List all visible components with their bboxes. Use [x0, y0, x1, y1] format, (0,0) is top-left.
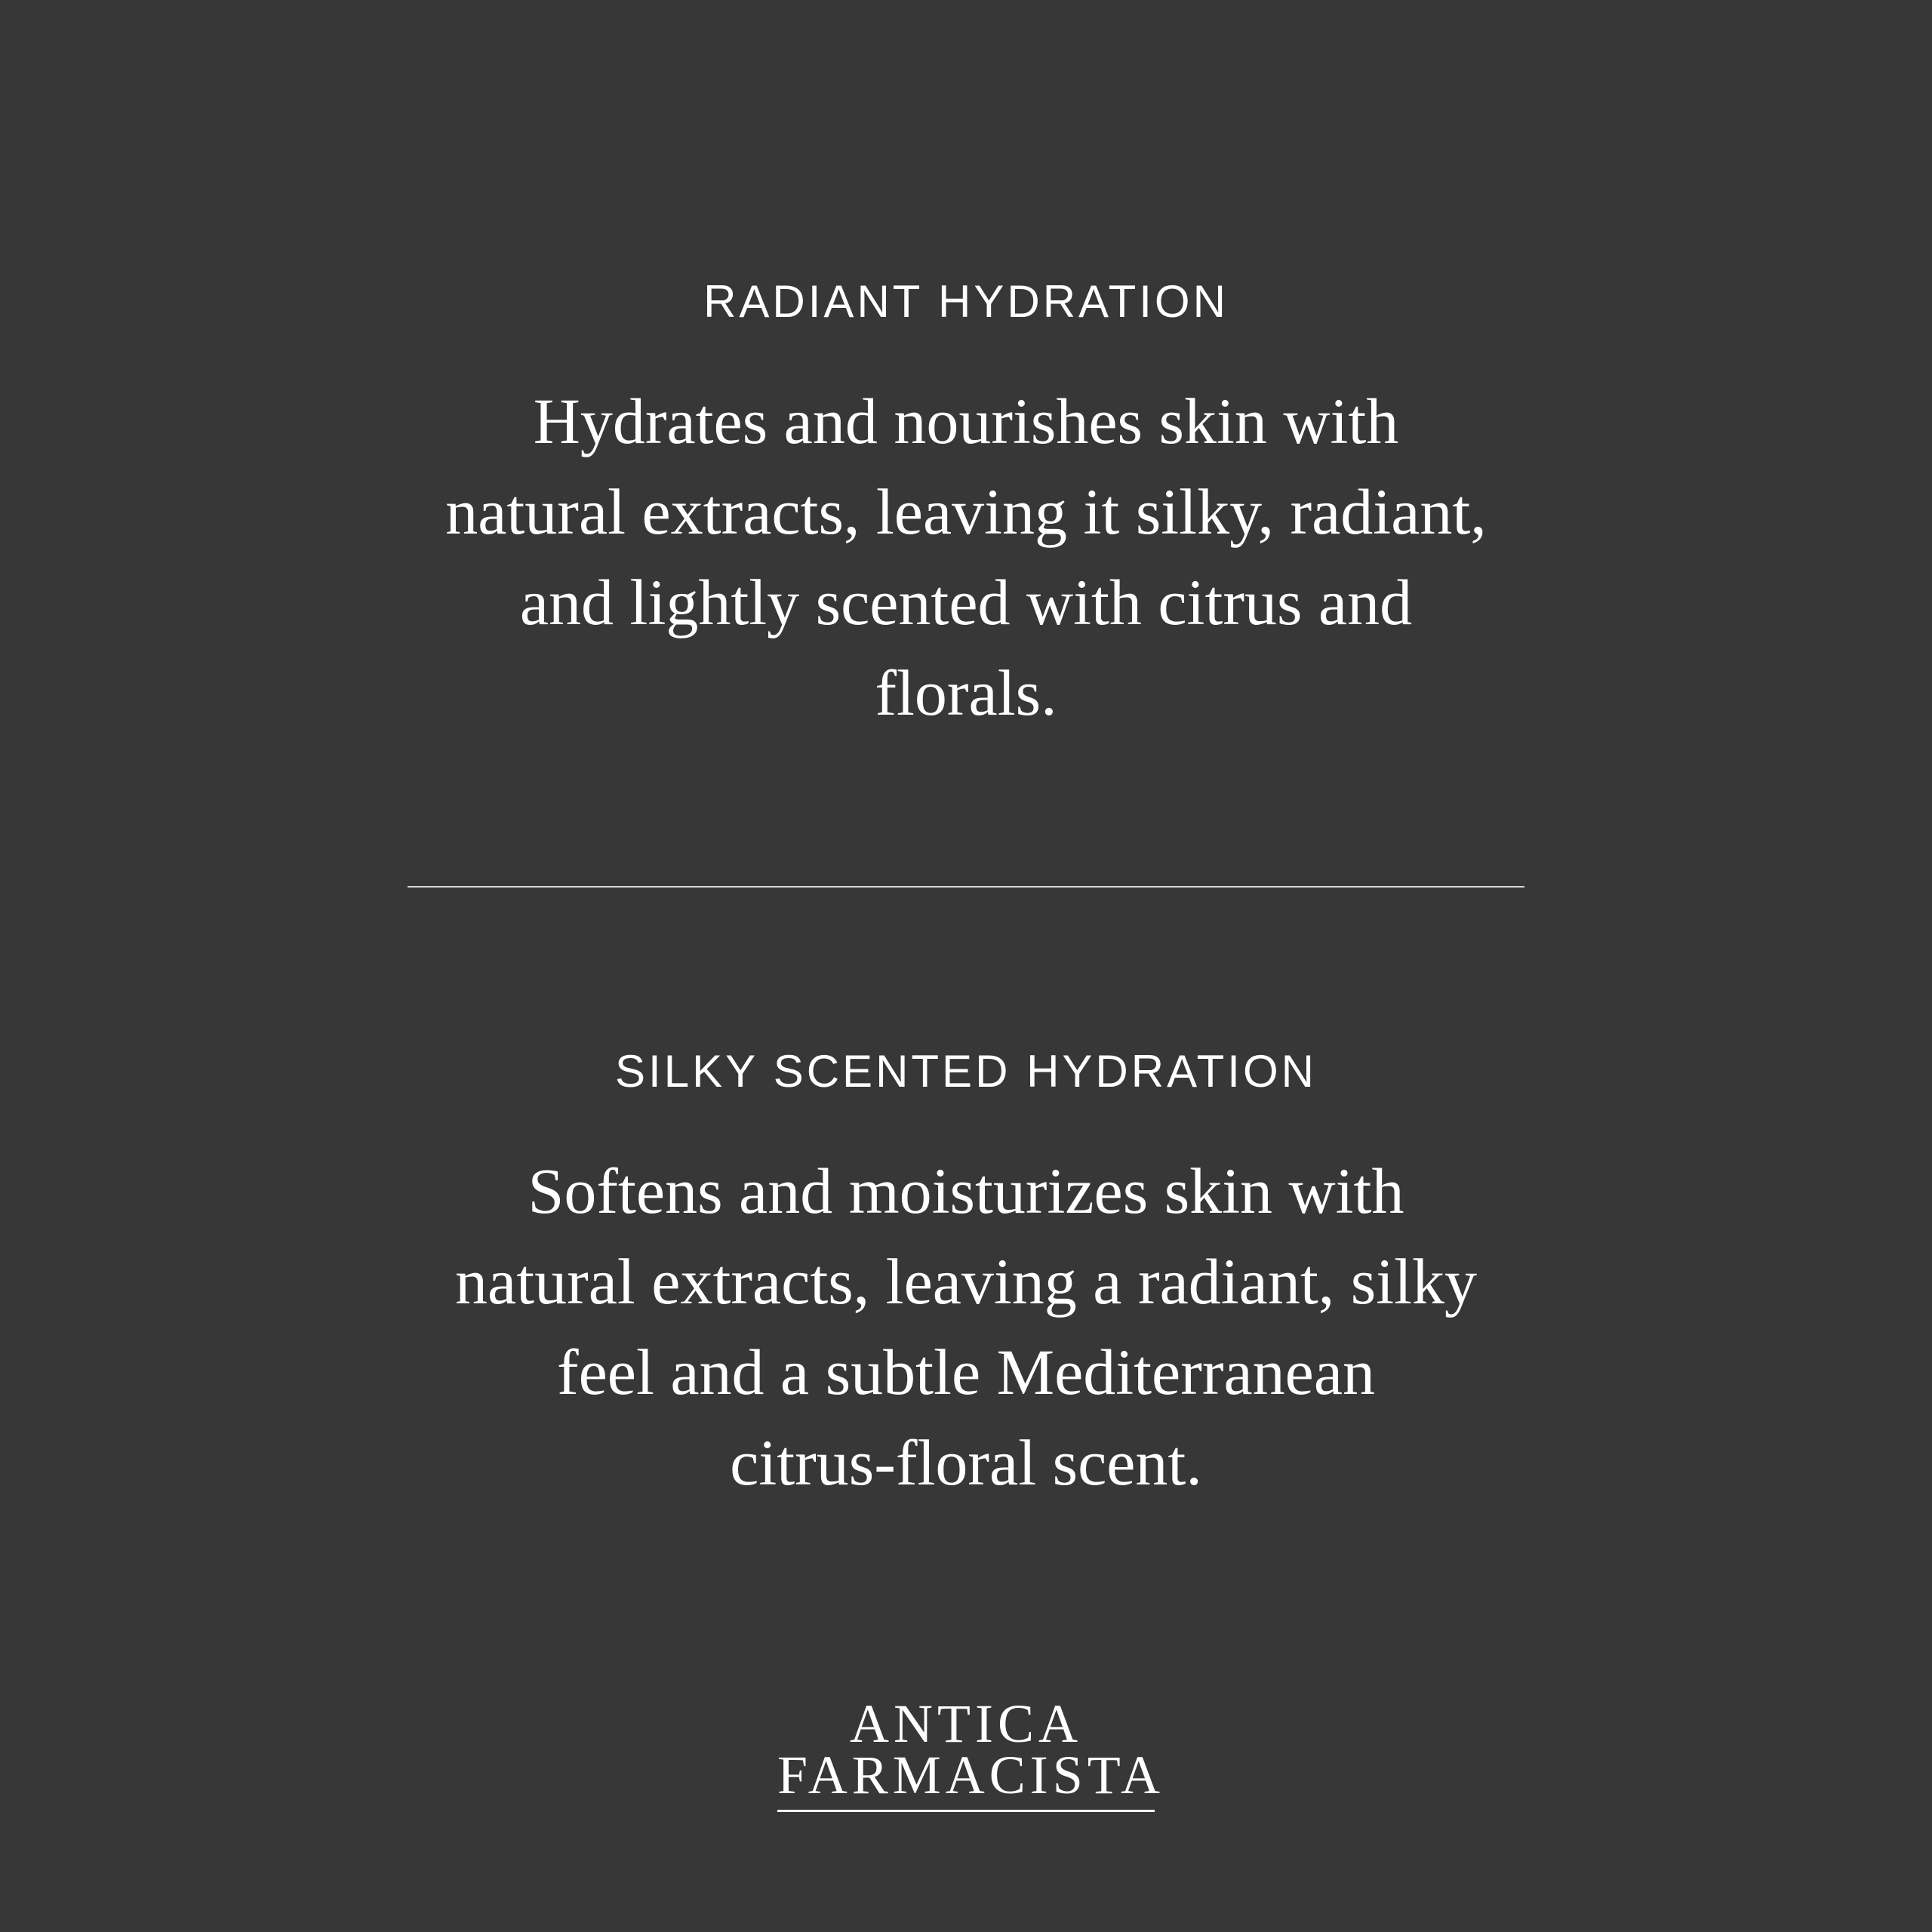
logo-underline [777, 1810, 1155, 1812]
logo-line-2: FARMACISTA [777, 1745, 1164, 1805]
brand-logo [777, 1694, 1164, 1812]
section-radiant-hydration [0, 276, 1932, 738]
description-line: natural extracts, leaving it silky, radiant, [445, 475, 1487, 548]
description-line: natural extracts, leaving a radiant, silky [455, 1245, 1477, 1318]
section-silky-scented-hydration [0, 1046, 1932, 1508]
section-divider [408, 886, 1524, 888]
description-line: and lightly scented with citrus and [519, 566, 1413, 638]
section-heading: SILKY SCENTED HYDRATION [615, 1046, 1317, 1097]
description-line: florals. [875, 657, 1057, 729]
logo-line-1: ANTICA [850, 1694, 1082, 1754]
description-line: Softens and moisturizes skin with [528, 1155, 1404, 1227]
description-line: feel and a subtle Mediterranean [556, 1336, 1376, 1408]
section-heading: RADIANT HYDRATION [703, 276, 1229, 327]
description-line: citrus-floral scent. [730, 1426, 1202, 1499]
description-line: Hydrates and nourishes skin with [533, 385, 1399, 457]
section-description [400, 376, 1532, 738]
section-description [400, 1146, 1532, 1508]
